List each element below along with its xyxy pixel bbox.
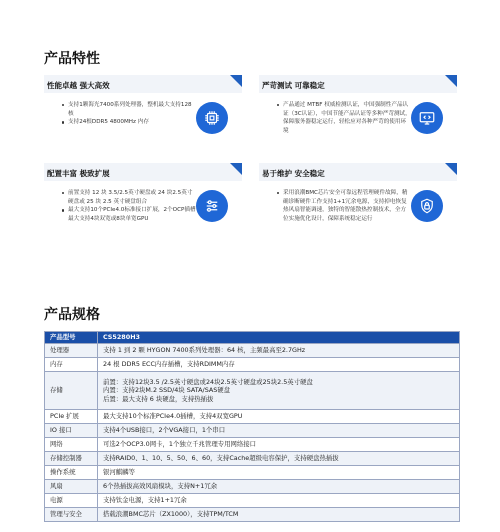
feature-bullet-list — [62, 189, 196, 223]
spec-key: 内存 — [45, 358, 98, 372]
feature-card-reliability — [259, 75, 457, 155]
corner-accent — [230, 163, 242, 175]
feature-bullet: 支持24根DDR5 4800MHz 内存 — [62, 118, 196, 127]
feature-card-heading: 易于维护 安全稳定 — [262, 169, 325, 178]
spec-key: 风扇 — [45, 480, 98, 494]
spec-value-line: 前置：支持12块3.5 /2.5英寸硬盘或24块2.5英寸硬盘或25块2.5英寸硬盘 — [103, 377, 313, 386]
spec-table-header — [45, 332, 460, 344]
spec-key: 网络 — [45, 438, 98, 452]
spec-value: 最大支持10个标准PCIe4.0插槽，支持4双宽GPU — [98, 410, 460, 424]
feature-bullet: 最大支持10个PCIe4.0标准接口扩展，2个OCP插槽最大支持4块双宽或8块单宽GPU — [62, 206, 196, 223]
spec-value — [98, 372, 460, 410]
corner-accent — [445, 75, 457, 87]
table-row — [45, 424, 460, 438]
feature-card-expansion — [44, 163, 242, 243]
feature-bullet-list — [277, 189, 411, 223]
spec-key: 产品型号 — [45, 332, 98, 344]
feature-bullet-list — [277, 101, 411, 135]
code-monitor-icon — [411, 102, 443, 134]
table-row — [45, 466, 460, 480]
spec-value: 支持4个USB接口，2个VGA接口，1个串口 — [98, 424, 460, 438]
feature-bullet: 前置支持 12 块 3.5/2.5英寸硬盘或 24 块2.5英寸硬盘或 25 块 2.5 英寸硬盘组合 — [62, 189, 196, 206]
feature-bullet: 产品通过 MTBF 权威检测认证，中国强制性产品认证（3C认证），中国节能产品认证等多种严苛测试，保障服务器稳定运行，轻松应对各种严苛的使用环境 — [277, 101, 411, 135]
spec-value: 24 根 DDR5 ECC内存插槽，支持RDIMM内存 — [98, 358, 460, 372]
spec-value-line: 内置：支持2块M.2 SSD/4块 SATA/SAS硬盘 — [103, 386, 231, 395]
spec-table — [44, 331, 460, 522]
corner-accent — [445, 163, 457, 175]
spec-value: 支持RAID0、1、10、5、50、6、60，支持Cache超级电容保护，支持硬盘热插拔 — [98, 452, 460, 466]
spec-value: 支持钛金电源，支持1+1冗余 — [98, 494, 460, 508]
feature-card-maintenance — [259, 163, 457, 243]
table-row — [45, 508, 460, 522]
table-row — [45, 372, 460, 410]
feature-bullet: 支持1颗海光7400系列处理器，整机最大支持128核 — [62, 101, 196, 118]
spec-key: 存储 — [45, 372, 98, 410]
table-row — [45, 494, 460, 508]
table-row — [45, 452, 460, 466]
table-row — [45, 344, 460, 358]
spec-key: 电源 — [45, 494, 98, 508]
spec-value: 搭载浪潮BMC芯片（ZX1000），支持TPM/TCM — [98, 508, 460, 522]
spec-value: CS5280H3 — [98, 332, 460, 344]
lock-shield-icon — [411, 190, 443, 222]
feature-card-heading: 严苛测试 可靠稳定 — [262, 81, 325, 90]
feature-card-heading: 配置丰富 极致扩展 — [47, 169, 110, 178]
feature-bullet: 采用浪潮BMC芯片安全可靠远程管理硬件故障，精确诊断硬件工作支持1+1冗余电源，支持掉电恢复热风扇智能调速，独特的智能散热控制技术，全方位实施优化设计，保障系统稳定运行 — [277, 189, 411, 223]
table-row — [45, 480, 460, 494]
feature-card-heading: 性能卓越 强大高效 — [47, 81, 110, 90]
table-row — [45, 410, 460, 424]
spec-value-line: 后置：最大支持 6 块硬盘，支持热插拔 — [103, 394, 214, 403]
spec-value: 6个热插拔高效风扇模块，支持N+1冗余 — [98, 480, 460, 494]
sliders-icon — [196, 190, 228, 222]
spec-key: 存储控制器 — [45, 452, 98, 466]
table-row — [45, 438, 460, 452]
specs-title: 产品规格 — [44, 307, 100, 323]
spec-value: 可选2个OCP3.0网卡，1个独立千兆管理专用网络接口 — [98, 438, 460, 452]
spec-key: PCIe 扩展 — [45, 410, 98, 424]
spec-value: 银河麒麟等 — [98, 466, 460, 480]
spec-key: 处理器 — [45, 344, 98, 358]
features-title: 产品特性 — [44, 51, 100, 67]
cpu-chip-icon — [196, 102, 228, 134]
corner-accent — [230, 75, 242, 87]
feature-bullet-list — [62, 101, 196, 127]
spec-value: 支持 1 到 2 颗 HYGON 7400系列处理器：64 核，主频最高至2.7GHz — [98, 344, 460, 358]
spec-key: 操作系统 — [45, 466, 98, 480]
feature-card-performance — [44, 75, 242, 155]
table-row — [45, 358, 460, 372]
spec-key: IO 接口 — [45, 424, 98, 438]
spec-key: 管理与安全 — [45, 508, 98, 522]
